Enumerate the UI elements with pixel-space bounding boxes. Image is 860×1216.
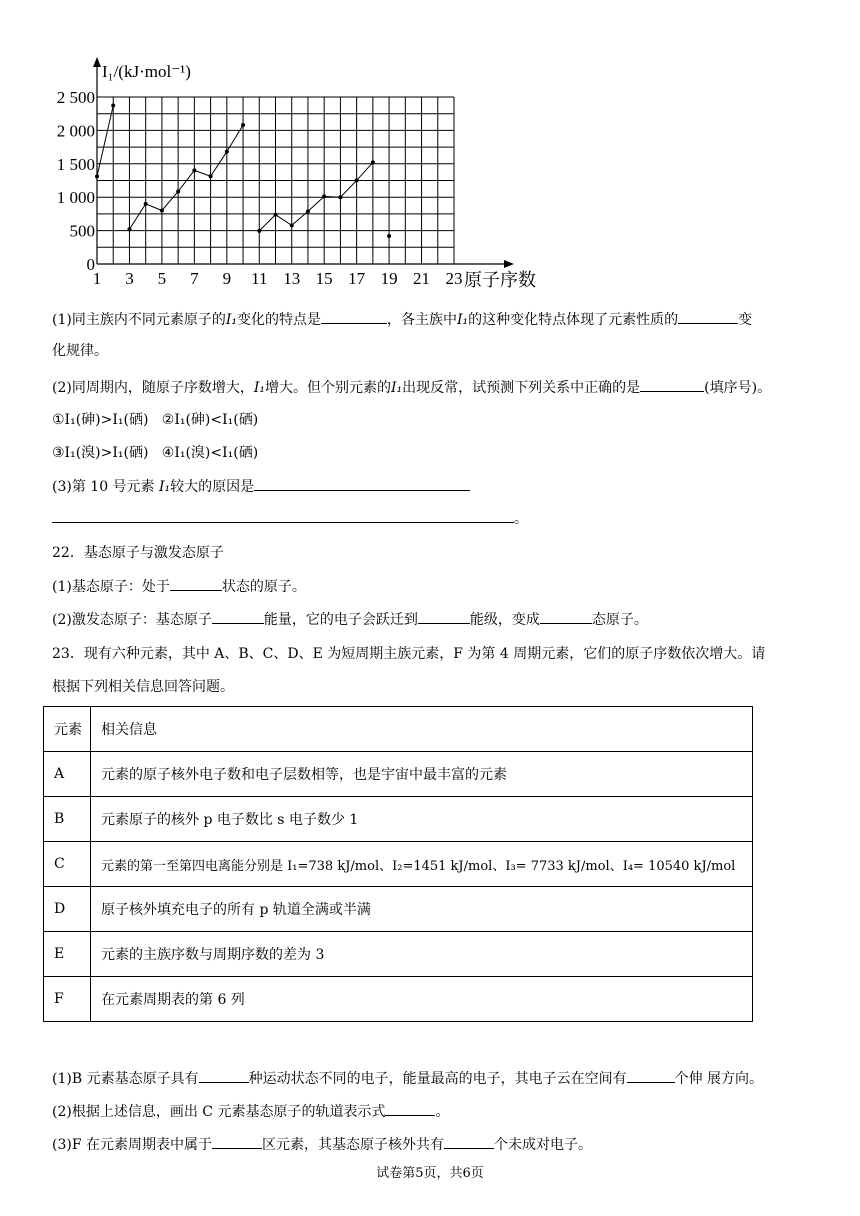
y-tick-label: 0 bbox=[86, 255, 95, 274]
x-tick-label: 5 bbox=[157, 269, 167, 288]
data-point bbox=[127, 227, 131, 231]
data-point bbox=[338, 195, 342, 199]
x-tick-label: 23 bbox=[445, 269, 463, 288]
x-tick-label: 15 bbox=[315, 269, 333, 288]
q21-part3: (3)第 10 号元素 I₁较大的原因是 bbox=[52, 476, 470, 497]
data-point bbox=[355, 178, 359, 182]
table-row: E 元素的主族序数与周期序数的差为 3 bbox=[44, 932, 753, 977]
table-header-row bbox=[44, 707, 753, 752]
q23-part3: (3)F 在元素周期表中属于 区元素，其基态原子核外共有 个未成对电子。 bbox=[52, 1134, 592, 1155]
x-axis-label: 原子序数 bbox=[464, 270, 536, 290]
series-line bbox=[97, 106, 113, 177]
table-row: D 原子核外填充电子的所有 p 轨道全满或半满 bbox=[44, 887, 753, 932]
data-point bbox=[209, 174, 213, 178]
q21-part1: (1)同主族内不同元素原子的I₁变化的特点是 ，各主族中I₁的这种变化特点体现了元素性质的 变 bbox=[52, 309, 752, 330]
x-tick-label: 21 bbox=[413, 269, 431, 288]
data-point bbox=[225, 150, 229, 154]
q21-part1-cont: 化规律。 bbox=[52, 343, 108, 359]
x-tick-label: 7 bbox=[190, 269, 199, 288]
y-axis-label: I₁/(kJ·mol⁻¹) bbox=[102, 62, 191, 81]
x-tick-label: 11 bbox=[251, 269, 268, 288]
x-tick-label: 13 bbox=[283, 269, 301, 288]
data-point bbox=[290, 223, 294, 227]
x-tick-label: 17 bbox=[348, 269, 366, 288]
chart-grid bbox=[97, 97, 454, 264]
q22-part2: (2)激发态原子：基态原子 能量，它的电子会跃迁到 能级，变成 态原子。 bbox=[52, 609, 648, 630]
q23-line2: 根据下列相关信息回答问题。 bbox=[52, 679, 234, 695]
x-axis-arrow bbox=[504, 260, 514, 268]
x-tick-label: 9 bbox=[222, 269, 232, 288]
data-point bbox=[371, 160, 375, 164]
data-point bbox=[176, 189, 180, 193]
element-info-table bbox=[43, 706, 753, 1022]
q21-part2: (2)同周期内，随原子序数增大，I₁增大。但个别元素的I₁出现反常，试预测下列关系中正确的是 (填序号)。 bbox=[52, 377, 771, 398]
data-point bbox=[274, 213, 278, 217]
data-point bbox=[160, 208, 164, 212]
q21-options-1: ①I₁(砷)>I₁(硒) ②I₁(砷)<I₁(硒) bbox=[52, 412, 259, 428]
y-tick-label: 1 000 bbox=[56, 188, 95, 208]
q22-title: 22．基态原子与激发态原子 bbox=[52, 545, 224, 561]
table-row: B 元素原子的核外 p 电子数比 s 电子数少 1 bbox=[44, 797, 753, 842]
table-row: A 元素的原子核外电子数和电子层数相等，也是宇宙中最丰富的元素 bbox=[44, 752, 753, 797]
x-tick-label: 19 bbox=[380, 269, 398, 288]
q23-part1: (1)B 元素基态原子具有 种运动状态不同的电子，能量最高的电子，其电子云在空间有 个伸 展方向。 bbox=[52, 1068, 763, 1089]
data-point bbox=[95, 174, 99, 178]
data-point bbox=[306, 209, 310, 213]
y-tick-label: 500 bbox=[69, 221, 95, 241]
y-tick-label: 2 500 bbox=[56, 88, 95, 107]
data-point bbox=[387, 234, 391, 238]
q23-line1: 23．现有六种元素，其中 A、B、C、D、E 为短周期主族元素，F 为第 4 周期元素，它们的原子序数依次增大。请 bbox=[52, 646, 766, 662]
header-element: 元素 bbox=[44, 707, 91, 752]
header-info: 相关信息 bbox=[91, 707, 753, 752]
data-point bbox=[241, 123, 245, 127]
x-tick-label: 1 bbox=[92, 269, 102, 288]
page-footer: 试卷第5页，共6页 bbox=[376, 1166, 484, 1181]
chart-axes bbox=[93, 57, 514, 268]
data-point bbox=[111, 104, 115, 108]
table-row: C 元素的第一至第四电离能分别是 I₁=738 kJ/mol、I₂=1451 kJ/mol、I₃= 7733 kJ/mol、I₄= 10540 kJ/mol bbox=[44, 842, 753, 887]
ionization-energy-chart bbox=[40, 55, 560, 295]
data-point bbox=[192, 168, 196, 172]
q21-options-2: ③I₁(溴)>I₁(硒) ④I₁(溴)<I₁(硒) bbox=[52, 445, 259, 461]
table-row: F 在元素周期表的第 6 列 bbox=[44, 977, 753, 1022]
q21-part3-cont: 。 bbox=[52, 508, 528, 529]
data-point bbox=[257, 229, 261, 233]
series-line bbox=[259, 162, 373, 230]
data-point bbox=[144, 202, 148, 206]
x-tick-label: 3 bbox=[125, 269, 134, 288]
q23-part2: (2)根据上述信息，画出 C 元素基态原子的轨道表示式 。 bbox=[52, 1101, 449, 1122]
y-axis-arrow bbox=[93, 57, 101, 67]
q22-part1: (1)基态原子：处于 状态的原子。 bbox=[52, 576, 306, 597]
data-point bbox=[322, 194, 326, 198]
y-tick-label: 2 000 bbox=[56, 121, 95, 141]
y-tick-label: 1 500 bbox=[56, 154, 95, 174]
